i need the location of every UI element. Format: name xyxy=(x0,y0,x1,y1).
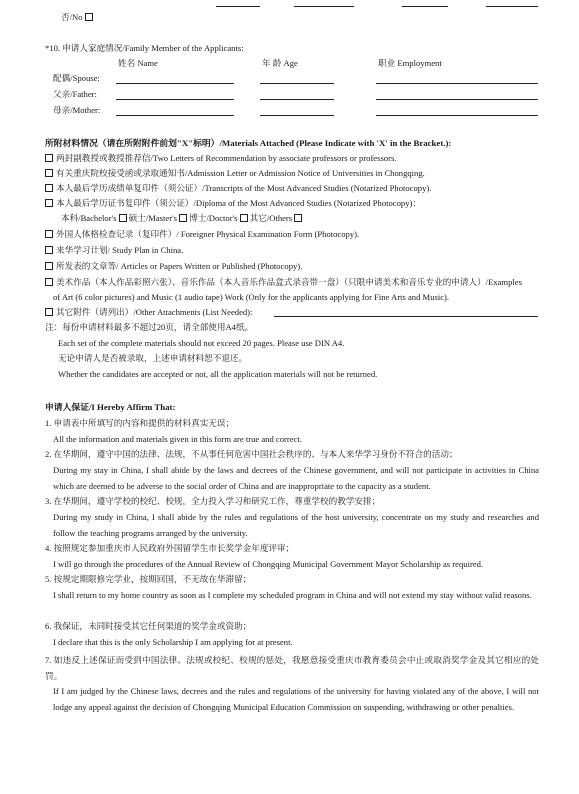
material-item-art-music[interactable]: 美术作品（本人作品彩照六张）、音乐作品（本人音乐作品盒式录音带一盘）（只限申请美术和音乐专业的申请人）/Examples xyxy=(45,277,522,288)
mother-name-field[interactable] xyxy=(116,115,234,116)
affirm-3-cn: 3. 在华期间，遵守学校的校纪、校规，全力投入学习和研究工作，尊重学校的教学安排； xyxy=(45,496,381,506)
material-item-study-plan[interactable]: 来华学习计划/ Study Plan in China. xyxy=(45,245,183,256)
materials-title: 所附材料情况（请在所附附件前划"X"标明）/Materials Attached (Please Indicate with 'X' in the Bracket.): xyxy=(45,138,452,148)
blank-line xyxy=(294,6,354,7)
spouse-employment-field[interactable] xyxy=(376,83,538,84)
material-item-diploma[interactable]: 本人最后学历证书复印件（须公证）/Diploma of the Most Advanced Studies (Notarized Photocopy)： xyxy=(45,198,421,209)
degree-bachelor-label: 本科/Bachelor's xyxy=(61,213,117,223)
mother-employment-field[interactable] xyxy=(376,115,538,116)
blank-line xyxy=(216,6,260,7)
no-option xyxy=(61,12,93,23)
spouse-label: 配偶/Spouse: xyxy=(53,73,100,83)
col-employment-header: 职业 Employment xyxy=(378,58,442,68)
checkbox[interactable] xyxy=(45,246,53,254)
family-title: *10. 申请人家庭情况/Family Member of the Applicants: xyxy=(45,43,244,53)
checkbox[interactable] xyxy=(85,13,93,21)
affirm-4-cn: 4. 按照规定参加重庆市人民政府外国留学生市长奖学金年度评审； xyxy=(45,543,295,553)
material-item-recommendation[interactable]: 两封副教授或教授推荐信/Two Letters of Recommendation by associate professors or professors. xyxy=(45,153,396,164)
degree-other-label: 其它/Others xyxy=(249,213,293,223)
checkbox[interactable] xyxy=(45,154,53,162)
affirm-1-en: All the information and materials given in this form are true and correct. xyxy=(53,434,302,444)
affirm-5-cn: 5. 按规定期限修完学业，按期回国，不无故在华滞留； xyxy=(45,574,252,584)
affirm-4-en: I will go through the procedures of the Annual Review of Chongqing Municipal Government Mayor Scholarship as required. xyxy=(53,559,484,569)
father-employment-field[interactable] xyxy=(376,99,538,100)
degree-master-label: 硕士/Master's xyxy=(128,213,177,223)
affirm-6-en: I declare that this is the only Scholarship I am applying for at present. xyxy=(53,637,293,647)
mother-label: 母亲/Mother: xyxy=(53,105,101,115)
no-label: 否/No xyxy=(61,12,83,22)
blank-line xyxy=(402,6,448,7)
affirm-5-en: I shall return to my home country as soon as I complete my scheduled program in China and will not extend my stay without valid reasons. xyxy=(53,590,532,600)
note2-cn: 无论申请人是否被录取，上述申请材料恕不退还。 xyxy=(58,353,248,363)
checkbox[interactable] xyxy=(45,199,53,207)
checkbox[interactable] xyxy=(294,214,302,222)
checkbox[interactable] xyxy=(45,308,53,316)
degree-doctor-label: 博士/Doctor's xyxy=(189,213,238,223)
col-age-header: 年 龄 Age xyxy=(262,58,298,68)
material-item-physical[interactable]: 外国人体格检查记录（复印件）/ Foreigner Physical Examination Form (Photocopy). xyxy=(45,229,359,240)
checkbox[interactable] xyxy=(45,230,53,238)
col-name-header: 姓名 Name xyxy=(118,58,158,68)
other-attachments-field[interactable] xyxy=(274,316,538,317)
material-item-admission[interactable]: 有关重庆院校接受函或录取通知书/Admission Letter or Admission Notice of Universities in Chongqing. xyxy=(45,168,425,179)
affirm-2-cn: 2. 在华期间，遵守中国的法律、法规，不从事任何危害中国社会秩序的、与本人来华学习身份不符合的活动； xyxy=(45,449,458,459)
affirm-2-en: During my stay in China, I shall abide by the laws and decrees of the Chinese government, and will not participate in activities in China which are deemed to be adverse to the social order of China and are inappropriate to the capacity as a student. xyxy=(53,465,539,491)
material-item-other[interactable]: 其它附件（请列出）/Other Attachments (List Needed): xyxy=(45,307,252,318)
father-name-field[interactable] xyxy=(116,99,234,100)
affirm-3-en: During my study in China, I shall abide by the rules and regulations of the host university, concentrate on my study and researches and follow the teaching programs arranged by the university. xyxy=(53,512,539,538)
mother-age-field[interactable] xyxy=(260,115,334,116)
blank-line xyxy=(486,6,538,7)
material-item-transcripts[interactable]: 本人最后学历成绩单复印件（须公证）/Transcripts of the Most Advanced Studies (Notarized Photocopy). xyxy=(45,183,431,194)
affirm-title: 申请人保证/I Hereby Affirm That: xyxy=(45,402,176,412)
note-en: Each set of the complete materials should not exceed 20 pages. Please use DIN A4. xyxy=(58,338,345,348)
affirm-7-cn: 7. 如违反上述保证而受到中国法律、法规或校纪、校规的惩处，我愿意接受重庆市教育委员会中止或取消奖学金及其它相应的处罚。 xyxy=(45,655,539,681)
spouse-name-field[interactable] xyxy=(116,83,234,84)
degree-options xyxy=(61,213,302,224)
material-item-articles[interactable]: 所发表的文章等/ Articles or Papers Written or Published (Photocopy). xyxy=(45,261,302,272)
checkbox[interactable] xyxy=(45,169,53,177)
note2-en: Whether the candidates are accepted or not, all the application materials will not be returned. xyxy=(58,369,378,379)
checkbox[interactable] xyxy=(45,262,53,270)
checkbox[interactable] xyxy=(240,214,248,222)
affirm-1-cn: 1. 申请表中所填写的内容和提供的材料真实无误； xyxy=(45,418,235,428)
father-label: 父亲/Father: xyxy=(53,89,97,99)
material-item-art-music-cont: of Art (6 color pictures) and Music (1 audio tape) Work (Only for the applicants applying for Fine Arts and Music). xyxy=(53,292,450,302)
note-cn: 注：每份申请材料最多不超过20页，请全部使用A4纸。 xyxy=(45,322,254,332)
checkbox[interactable] xyxy=(45,184,53,192)
affirm-7-en: If I am judged by the Chinese laws, decrees and the rules and regulations of the university for having violated any of the above, I will not lodge any appeal against the decision of Chongqing Municipal Education Commission on suspending, withdrawing or other penalties. xyxy=(53,686,539,712)
father-age-field[interactable] xyxy=(260,99,334,100)
checkbox[interactable] xyxy=(45,278,53,286)
checkbox[interactable] xyxy=(119,214,127,222)
checkbox[interactable] xyxy=(179,214,187,222)
affirm-6-cn: 6. 我保证，未同时接受其它任何渠道的奖学金或资助； xyxy=(45,621,252,631)
spouse-age-field[interactable] xyxy=(260,83,334,84)
